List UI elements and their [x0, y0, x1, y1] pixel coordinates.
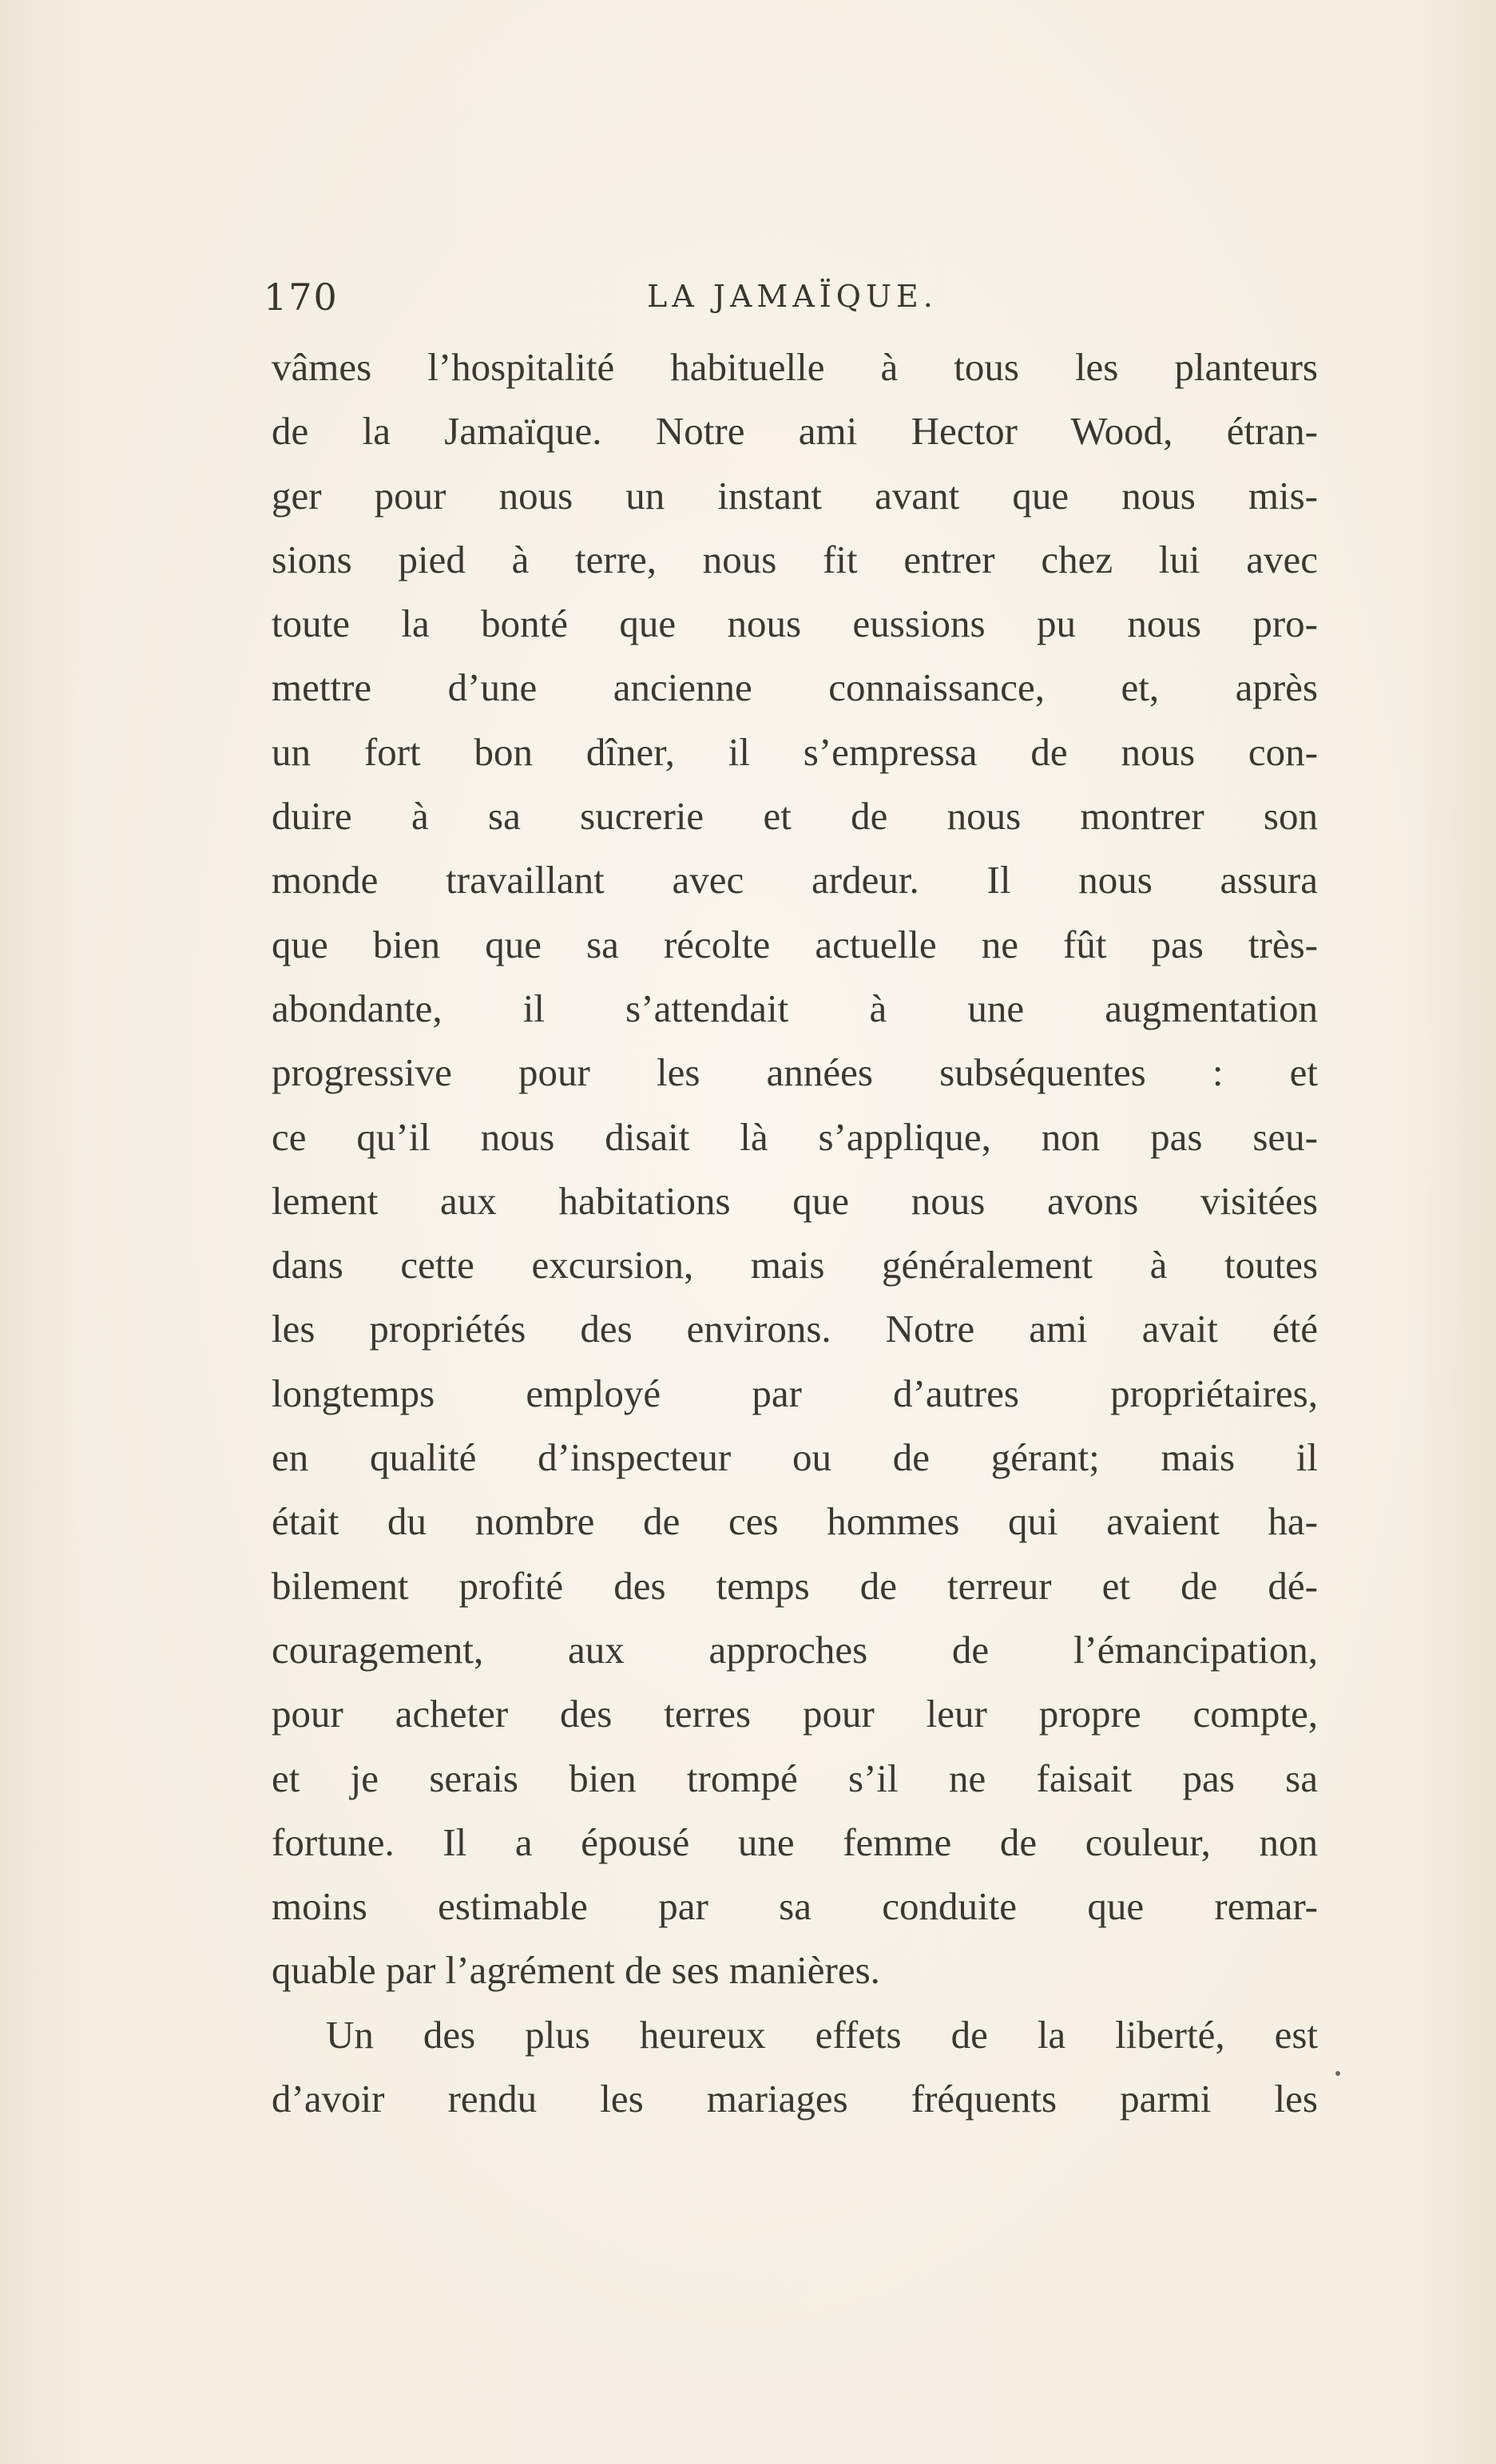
text-line: progressive pour les années subséquentes : et — [272, 1050, 1318, 1095]
text-line: couragement, aux approches de l’émancipation, — [272, 1627, 1318, 1672]
text-line: monde travaillant avec ardeur. Il nous assura — [272, 858, 1318, 903]
text-line: lement aux habitations que nous avons visitées — [272, 1178, 1318, 1223]
text-line: fortune. Il a épousé une femme de couleur, non — [272, 1819, 1318, 1864]
text-line: et je serais bien trompé s’il ne faisait pas sa — [272, 1756, 1318, 1800]
text-line: que bien que sa récolte actuelle ne fût pas très- — [272, 922, 1318, 966]
paragraph-2 — [272, 2003, 1318, 2132]
running-title: LA JAMAÏQUE. — [647, 279, 938, 314]
text-line: dans cette excursion, mais généralement à toutes — [272, 1243, 1318, 1288]
paragraph-1 — [272, 335, 1318, 2003]
text-line: duire à sa sucrerie et de nous montrer son — [272, 794, 1318, 839]
text-line: était du nombre de ces hommes qui avaient ha- — [272, 1499, 1318, 1544]
ink-speck — [1335, 2071, 1340, 2076]
text-line: abondante, il s’attendait à une augmentation — [272, 986, 1318, 1030]
text-line: sions pied à terre, nous fit entrer chez lui avec — [272, 537, 1318, 581]
text-line: un fort bon dîner, il s’empressa de nous con- — [272, 729, 1318, 774]
text-line: ger pour nous un instant avant que nous mis- — [272, 473, 1318, 518]
text-line: longtemps employé par d’autres propriétaires, — [272, 1371, 1318, 1415]
text-line: Un des plus heureux effets de la liberté, est — [326, 2012, 1318, 2057]
text-line: ce qu’il nous disait là s’applique, non pas seu- — [272, 1114, 1318, 1159]
text-line: quable par l’agrément de ses manières. — [272, 1948, 880, 1993]
text-line: pour acheter des terres pour leur propre compte, — [272, 1692, 1318, 1736]
text-line: de la Jamaïque. Notre ami Hector Wood, étran- — [272, 409, 1318, 454]
page-number: 170 — [264, 276, 339, 319]
text-line: les propriétés des environs. Notre ami avait été — [272, 1307, 1318, 1351]
text-line: vâmes l’hospitalité habituelle à tous les planteurs — [272, 345, 1318, 389]
text-line: d’avoir rendu les mariages fréquents parmi les — [272, 2077, 1318, 2121]
text-line: en qualité d’inspecteur ou de gérant; mais il — [272, 1435, 1318, 1480]
body-text — [272, 335, 1318, 2131]
text-line: moins estimable par sa conduite que remar- — [272, 1884, 1318, 1929]
page-header — [264, 276, 1318, 331]
text-line: bilement profité des temps de terreur et de dé- — [272, 1563, 1318, 1608]
text-line: mettre d’une ancienne connaissance, et, après — [272, 665, 1318, 710]
text-line: toute la bonté que nous eussions pu nous pro- — [272, 601, 1318, 646]
